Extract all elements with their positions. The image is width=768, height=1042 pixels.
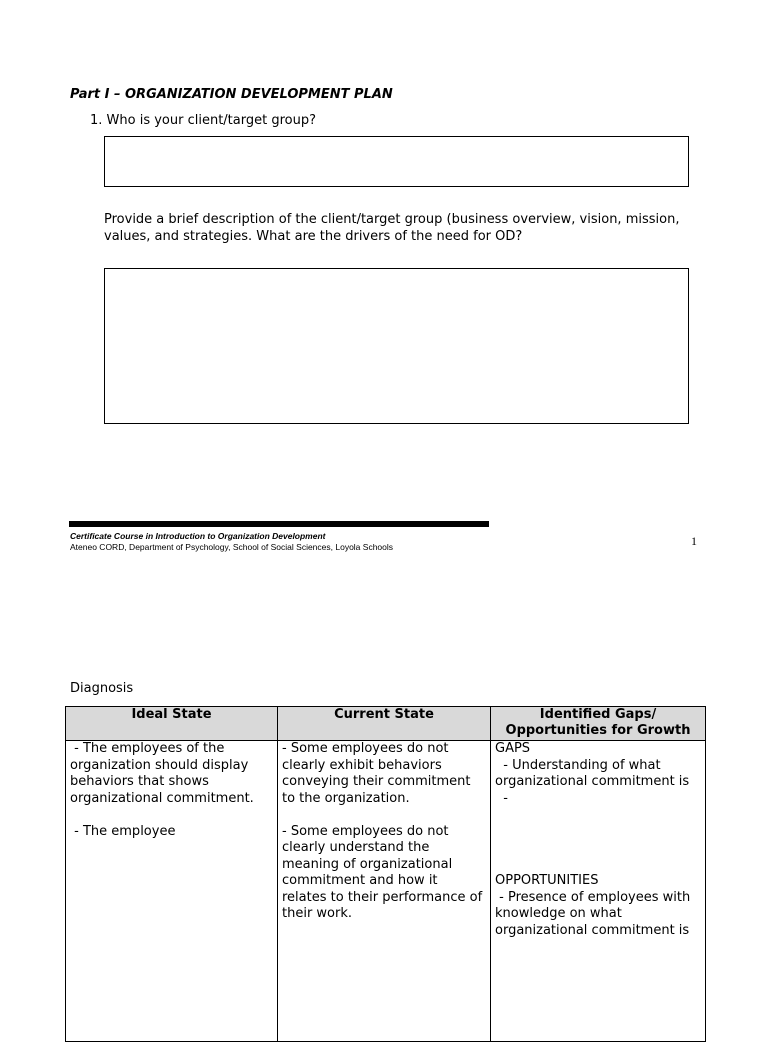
- gaps-cell[interactable]: [491, 741, 706, 1042]
- footer-course-title: Certificate Course in Introduction to Organization Development: [70, 531, 326, 541]
- header-ideal-state: Ideal State: [66, 707, 278, 741]
- ideal-item-1: - The employees of the organization should display behaviors that shows organizational commitment.: [70, 741, 254, 806]
- question-client-target-group: 1. Who is your client/target group?: [90, 113, 316, 128]
- footer-institution: Ateneo CORD, Department of Psychology, School of Social Sciences, Loyola Schools: [70, 542, 394, 552]
- part-title: Part I – ORGANIZATION DEVELOPMENT PLAN: [70, 87, 393, 102]
- page-number: 1: [691, 534, 697, 548]
- opportunities-heading: OPPORTUNITIES: [495, 873, 599, 888]
- header-identified-gaps: Identified Gaps/ Opportunities for Growth: [491, 707, 706, 741]
- current-state-cell[interactable]: [278, 741, 491, 1042]
- gaps-item-2: -: [495, 790, 508, 806]
- description-answer-box[interactable]: [104, 268, 689, 424]
- gaps-heading: GAPS: [495, 741, 531, 756]
- table-header-row: [66, 707, 706, 741]
- ideal-state-cell[interactable]: [66, 741, 278, 1042]
- diagnosis-label: Diagnosis: [70, 681, 134, 696]
- opportunities-item-1: - Presence of employees with knowledge on what organizational commitment is: [495, 889, 695, 938]
- current-item-1: - Some employees do not clearly exhibit behaviors conveying their commitment to the organization.: [282, 741, 475, 806]
- current-item-2: - Some employees do not clearly understand the meaning of organizational commitment and how it relates to their performance of their work.: [282, 823, 487, 921]
- footer-rule: [69, 521, 489, 527]
- gaps-item-1: - Understanding of what organizational commitment is: [495, 757, 690, 789]
- diagnosis-table: [65, 706, 706, 1042]
- table-row: [66, 741, 706, 1042]
- header-current-state: Current State: [278, 707, 491, 741]
- ideal-item-2: - The employee: [70, 823, 176, 839]
- client-target-group-answer-box[interactable]: [104, 136, 689, 187]
- description-prompt: Provide a brief description of the client/target group (business overview, vision, mission, values, and strategies. What are the drivers of the need for OD?: [104, 212, 680, 244]
